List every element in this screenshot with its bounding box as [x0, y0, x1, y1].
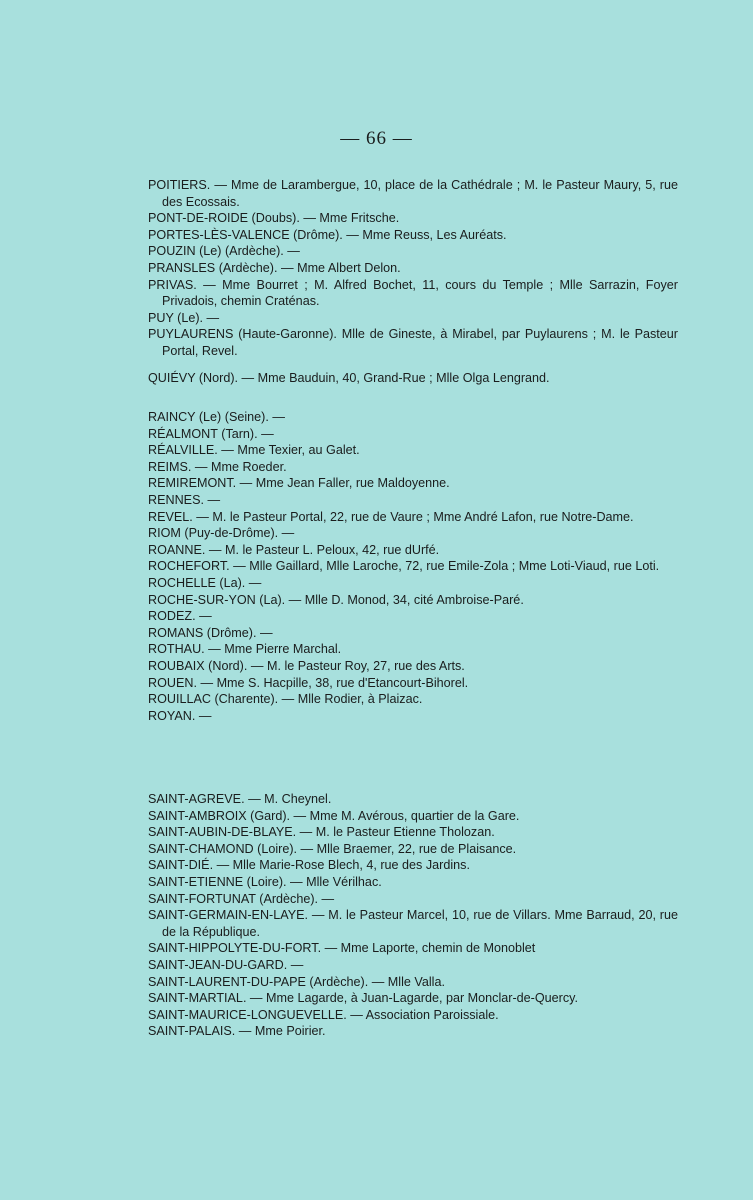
directory-entry: RIOM (Puy-de-Drôme). — [148, 526, 295, 541]
directory-entry: ROTHAU. — Mme Pierre Marchal. [148, 642, 342, 657]
directory-entry: SAINT-MAURICE-LONGUEVELLE. — Association Paroissiale. [148, 1007, 499, 1022]
directory-entry: PONT-DE-ROIDE (Doubs). — Mme Fritsche. [148, 211, 400, 226]
directory-entry: POITIERS. — Mme de Larambergue, 10, place de la Cathédrale ; M. le Pasteur Maury, 5, rue des Ecossais. [148, 178, 678, 209]
directory-entry: PUYLAURENS (Haute-Garonne). Mlle de Gineste, à Mirabel, par Puylaurens ; M. le Pasteur Portal, Revel. [148, 327, 678, 358]
directory-entry: SAINT-HIPPOLYTE-DU-FORT. — Mme Laporte, chemin de Monoblet [148, 941, 536, 956]
section-s [148, 791, 678, 1040]
directory-entry: ROCHELLE (La). — [148, 575, 262, 590]
directory-entry: ROCHE-SUR-YON (La). — Mlle D. Monod, 34, cité Ambroise-Paré. [148, 592, 524, 607]
directory-entry: SAINT-AGREVE. — M. Cheynel. [148, 792, 332, 806]
directory-entry: REIMS. — Mme Roeder. [148, 459, 287, 474]
directory-entry: RÉALVILLE. — Mme Texier, au Galet. [148, 443, 360, 458]
section-r [148, 409, 678, 724]
page-number: — 66 — [340, 128, 413, 149]
directory-entry: RODEZ. — [148, 609, 212, 624]
directory-entry: SAINT-CHAMOND (Loire). — Mlle Braemer, 22, rue de Plaisance. [148, 841, 517, 856]
directory-entry: ROUEN. — Mme S. Hacpille, 38, rue d'Etancourt-Bihorel. [148, 675, 469, 690]
directory-entry: SAINT-LAURENT-DU-PAPE (Ardèche). — Mlle Valla. [148, 974, 445, 989]
directory-entry: QUIÉVY (Nord). — Mme Bauduin, 40, Grand-Rue ; Mlle Olga Lengrand. [148, 371, 550, 385]
directory-entry: SAINT-DIÉ. — Mlle Marie-Rose Blech, 4, rue des Jardins. [148, 858, 470, 873]
directory-entry: PRIVAS. — Mme Bourret ; M. Alfred Bochet, 11, cours du Temple ; Mlle Sarrazin, Foyer Privadois, chemin Craténas. [148, 277, 678, 309]
directory-entry: SAINT-FORTUNAT (Ardèche). — [148, 891, 335, 906]
directory-entry: PRANSLES (Ardèche). — Mme Albert Delon. [148, 260, 401, 275]
directory-entry: ROANNE. — M. le Pasteur L. Peloux, 42, rue dUrfé. [148, 542, 440, 557]
directory-entry: SAINT-AUBIN-DE-BLAYE. — M. le Pasteur Etienne Tholozan. [148, 825, 495, 840]
directory-entry: REVEL. — M. le Pasteur Portal, 22, rue de Vaure ; Mme André Lafon, rue Notre-Dame. [148, 509, 634, 524]
directory-entry: SAINT-ETIENNE (Loire). — Mlle Vérilhac. [148, 874, 382, 889]
directory-entry: PUY (Le). — [148, 310, 220, 325]
directory-entry: ROCHEFORT. — Mlle Gaillard, Mlle Laroche, 72, rue Emile-Zola ; Mme Loti-Viaud, rue Loti. [148, 559, 660, 574]
directory-entry: SAINT-JEAN-DU-GARD. — [148, 957, 304, 972]
directory-entry: RENNES. — [148, 492, 221, 507]
directory-entry: RAINCY (Le) (Seine). — [148, 410, 285, 424]
directory-entry: PORTES-LÈS-VALENCE (Drôme). — Mme Reuss, Les Auréats. [148, 227, 507, 242]
directory-entry: RÉALMONT (Tarn). — [148, 426, 274, 441]
directory-entry: ROMANS (Drôme). — [148, 625, 273, 640]
section-p [148, 177, 678, 360]
directory-entry: ROUBAIX (Nord). — M. le Pasteur Roy, 27, rue des Arts. [148, 658, 465, 673]
directory-entry: SAINT-GERMAIN-EN-LAYE. — M. le Pasteur Marcel, 10, rue de Villars. Mme Barraud, 20, rue de la République. [148, 908, 678, 939]
section-q [148, 370, 678, 387]
directory-entry: ROYAN. — [148, 708, 212, 723]
directory-entry: ROUILLAC (Charente). — Mlle Rodier, à Plaizac. [148, 692, 423, 707]
directory-entry: SAINT-MARTIAL. — Mme Lagarde, à Juan-Lagarde, par Monclar-de-Quercy. [148, 991, 578, 1006]
directory-entry: SAINT-PALAIS. — Mme Poirier. [148, 1024, 326, 1039]
directory-entry: POUZIN (Le) (Ardèche). — [148, 244, 300, 259]
directory-entry: REMIREMONT. — Mme Jean Faller, rue Maldoyenne. [148, 476, 450, 491]
directory-entry: SAINT-AMBROIX (Gard). — Mme M. Avérous, quartier de la Gare. [148, 808, 520, 823]
